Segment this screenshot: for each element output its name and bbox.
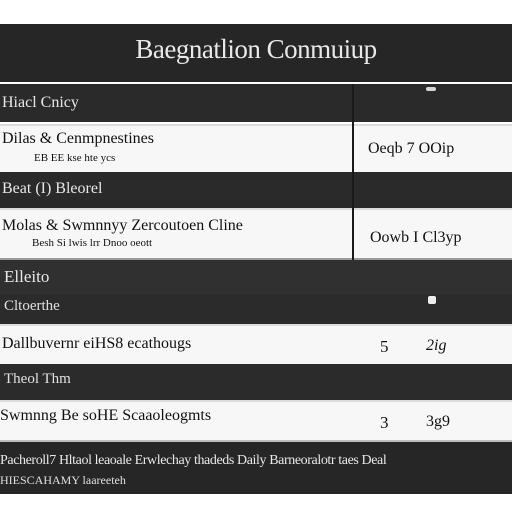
footer-line: Pacheroll7 Hltaol leaoale Erwlechay thadeds Daily Barneoralotr taes Deal [0,454,387,468]
row-label: Dilas & Cenmpnestines [2,130,154,147]
section-header-label: Beat (I) Bleorel [2,180,103,197]
group-subtitle: Cltoerthe [4,298,60,314]
row-value: Oeqb 7 OOip [368,140,455,157]
row-label: Molas & Swmnnyy Zercoutoen Cline [2,217,243,234]
group-title: Elleito [4,267,50,286]
row-quantity: 5 [380,337,389,356]
row-label: Dallbuvernr eiHS8 ecathougs [2,335,192,352]
row-sublabel: EB EE kse hte ycs [34,152,116,164]
row-amount: 3g9 [426,413,450,430]
row-value: Oowb I Cl3yp [370,229,462,246]
row-label: Swmnng Be soHE Scaaoleogmts [0,407,212,424]
status-indicator [426,87,436,91]
column-divider [352,84,354,260]
section-header-label: Hiacl Cnicy [2,94,79,111]
row-amount: 2ig [426,337,447,354]
group-subtitle: Theol Thm [4,371,71,387]
group-header [0,260,512,294]
status-indicator [428,296,436,304]
page-title: Baegnatlion Conmuiup [135,34,377,64]
row-quantity: 3 [380,413,389,432]
footer-line: HIESCAHAMY laareeteh [0,473,126,487]
group-subheader [0,364,512,400]
row-sublabel: Besh Si lwis lrr Dnoo oeott [32,237,153,249]
